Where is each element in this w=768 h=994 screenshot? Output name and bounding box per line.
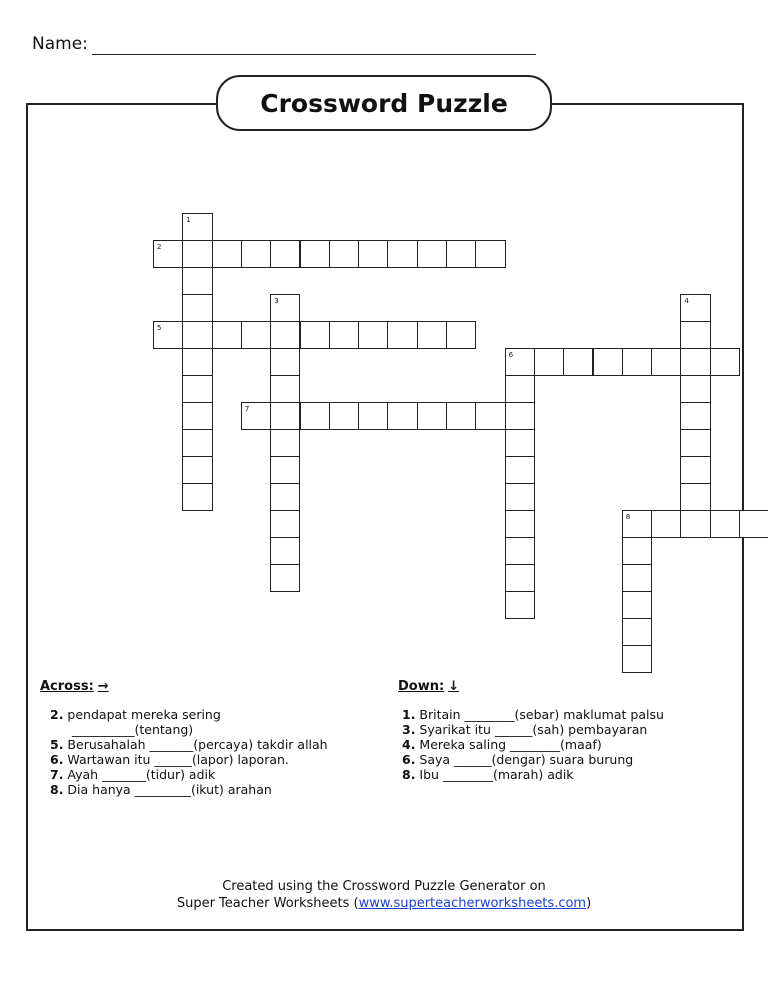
grid-cell[interactable]	[446, 240, 476, 268]
across-clue	[50, 752, 328, 767]
down-clue	[402, 707, 664, 722]
grid-cell[interactable]	[739, 510, 768, 538]
down-clue	[402, 767, 664, 782]
grid-cell[interactable]	[622, 510, 652, 538]
grid-cell[interactable]	[329, 321, 359, 349]
grid-cell[interactable]	[182, 321, 212, 349]
footer-suffix: )	[586, 896, 592, 911]
grid-cell[interactable]	[505, 456, 535, 484]
grid-cell[interactable]	[505, 591, 535, 619]
down-clue	[402, 737, 664, 752]
grid-cell[interactable]	[270, 537, 300, 565]
down-clue-number: 1.	[402, 707, 416, 722]
grid-cell[interactable]	[270, 510, 300, 538]
across-clue-list	[50, 707, 328, 797]
footer-line-2	[0, 895, 768, 912]
grid-cell[interactable]	[300, 240, 330, 268]
grid-cell[interactable]	[417, 321, 447, 349]
grid-cell[interactable]	[680, 510, 710, 538]
down-clue-list	[402, 707, 664, 782]
down-clue	[402, 752, 664, 767]
across-clue-text: Wartawan itu ______(lapor) laporan.	[63, 752, 289, 767]
grid-cell[interactable]	[710, 348, 740, 376]
grid-cell[interactable]	[505, 402, 535, 430]
grid-cell[interactable]	[387, 321, 417, 349]
grid-cell[interactable]	[534, 348, 564, 376]
grid-cell[interactable]	[680, 429, 710, 457]
across-heading: Across: →	[40, 679, 109, 694]
grid-cell[interactable]	[563, 348, 593, 376]
grid-cell[interactable]	[358, 240, 388, 268]
grid-cell[interactable]	[300, 402, 330, 430]
across-clue	[50, 782, 328, 797]
grid-cell[interactable]	[182, 375, 212, 403]
across-clue-text: Dia hanya _________(ikut) arahan	[63, 782, 272, 797]
grid-cell[interactable]	[270, 402, 300, 430]
across-clue-text: Ayah _______(tidur) adik	[63, 767, 216, 782]
footer-line-1: Created using the Crossword Puzzle Generator on	[222, 879, 546, 894]
grid-cell[interactable]	[182, 348, 212, 376]
grid-clue-number: 5	[157, 324, 162, 332]
grid-cell[interactable]	[680, 456, 710, 484]
grid-cell[interactable]	[270, 294, 300, 322]
grid-cell[interactable]	[680, 483, 710, 511]
across-clue-number: 5.	[50, 737, 64, 752]
down-clue-number: 6.	[402, 752, 416, 767]
down-heading-text: Down	[398, 679, 439, 694]
grid-cell[interactable]	[358, 321, 388, 349]
grid-cell[interactable]	[505, 483, 535, 511]
grid-cell[interactable]	[182, 456, 212, 484]
grid-cell[interactable]	[329, 240, 359, 268]
grid-clue-number: 4	[684, 297, 689, 305]
grid-cell[interactable]	[387, 240, 417, 268]
down-clue-number: 4.	[402, 737, 416, 752]
name-blank-line[interactable]	[92, 54, 536, 55]
grid-cell[interactable]	[505, 510, 535, 538]
across-clue-number: 2.	[50, 707, 64, 722]
grid-cell[interactable]	[300, 321, 330, 349]
grid-cell[interactable]	[680, 294, 710, 322]
grid-clue-number: 6	[508, 351, 514, 359]
down-clue-number: 3.	[402, 722, 416, 737]
across-clue-number: 8.	[50, 782, 64, 797]
grid-cell[interactable]	[475, 402, 505, 430]
footer-link[interactable]: www.superteacherworksheets.com	[358, 896, 587, 911]
grid-clue-number: 7	[244, 405, 250, 413]
grid-cell[interactable]	[475, 240, 505, 268]
down-clue-text: Ibu ________(marah) adik	[415, 767, 574, 782]
footer-prefix: Super Teacher Worksheets (	[176, 896, 359, 911]
grid-cell[interactable]	[182, 429, 212, 457]
grid-cell[interactable]	[241, 240, 271, 268]
across-clue-number: 6.	[50, 752, 64, 767]
grid-cell[interactable]	[182, 402, 212, 430]
grid-cell[interactable]	[182, 240, 212, 268]
across-heading-text: Across	[40, 679, 89, 694]
grid-cell[interactable]	[680, 348, 710, 376]
grid-cell[interactable]	[680, 402, 710, 430]
grid-clue-number: 2	[157, 243, 162, 251]
across-clue	[50, 707, 328, 722]
grid-cell[interactable]	[270, 321, 300, 349]
grid-cell[interactable]	[417, 240, 447, 268]
grid-cell[interactable]	[270, 564, 300, 592]
grid-cell[interactable]	[622, 348, 652, 376]
grid-cell[interactable]	[182, 294, 212, 322]
grid-cell[interactable]	[270, 483, 300, 511]
grid-cell[interactable]	[270, 348, 300, 376]
grid-cell[interactable]	[270, 456, 300, 484]
grid-cell[interactable]	[387, 402, 417, 430]
down-clue-text: Saya ______(dengar) suara burung	[415, 752, 634, 767]
name-label: Name:	[32, 34, 88, 54]
grid-cell[interactable]	[212, 240, 242, 268]
grid-cell[interactable]	[358, 402, 388, 430]
grid-cell[interactable]	[212, 321, 242, 349]
grid-cell[interactable]	[446, 321, 476, 349]
grid-cell[interactable]	[182, 213, 212, 241]
grid-cell[interactable]	[241, 321, 271, 349]
grid-cell[interactable]	[182, 483, 212, 511]
name-row	[32, 34, 88, 54]
grid-cell[interactable]	[622, 564, 652, 592]
grid-cell[interactable]	[270, 429, 300, 457]
grid-cell[interactable]	[505, 429, 535, 457]
grid-cell[interactable]	[593, 348, 623, 376]
grid-clue-number: 8	[625, 513, 631, 521]
grid-cell[interactable]	[505, 564, 535, 592]
grid-cell[interactable]	[182, 267, 212, 295]
across-clue-text: pendapat mereka sering	[63, 707, 221, 722]
grid-cell[interactable]	[446, 402, 476, 430]
grid-clue-number: 1	[186, 216, 191, 224]
grid-cell[interactable]	[417, 402, 447, 430]
grid-cell[interactable]	[622, 645, 652, 673]
across-clue-text: __________(tentang)	[72, 722, 194, 737]
grid-cell[interactable]	[329, 402, 359, 430]
down-clue-text: Britain ________(sebar) maklumat palsu	[415, 707, 664, 722]
page-title	[216, 75, 552, 131]
grid-cell[interactable]	[622, 618, 652, 646]
grid-cell[interactable]	[505, 348, 535, 376]
grid-cell[interactable]	[622, 537, 652, 565]
down-clue	[402, 722, 664, 737]
grid-cell[interactable]	[622, 591, 652, 619]
title-text: Crossword Puzzle	[260, 88, 508, 118]
down-heading: Down: ↓	[398, 679, 460, 694]
down-clue-number: 8.	[402, 767, 416, 782]
down-clue-text: Syarikat itu ______(sah) pembayaran	[415, 722, 648, 737]
grid-cell[interactable]	[651, 510, 681, 538]
grid-cell[interactable]	[153, 240, 183, 268]
across-clue	[50, 737, 328, 752]
across-clue-text: Berusahalah _______(percaya) takdir allah	[63, 737, 328, 752]
grid-cell[interactable]	[710, 510, 740, 538]
grid-cell[interactable]	[270, 375, 300, 403]
grid-cell[interactable]	[241, 402, 271, 430]
grid-cell[interactable]	[270, 240, 300, 268]
down-arrow-icon: ↓	[448, 679, 460, 694]
down-clue-text: Mereka saling ________(maaf)	[415, 737, 602, 752]
across-clue-number: 7.	[50, 767, 64, 782]
right-arrow-icon: →	[97, 679, 109, 694]
across-clue	[50, 767, 328, 782]
grid-cell[interactable]	[680, 375, 710, 403]
footer	[0, 878, 768, 912]
grid-cell[interactable]	[505, 375, 535, 403]
grid-cell[interactable]	[680, 321, 710, 349]
grid-cell[interactable]	[651, 348, 681, 376]
grid-clue-number: 3	[274, 297, 279, 305]
across-clue	[50, 722, 328, 737]
grid-cell[interactable]	[153, 321, 183, 349]
grid-cell[interactable]	[505, 537, 535, 565]
